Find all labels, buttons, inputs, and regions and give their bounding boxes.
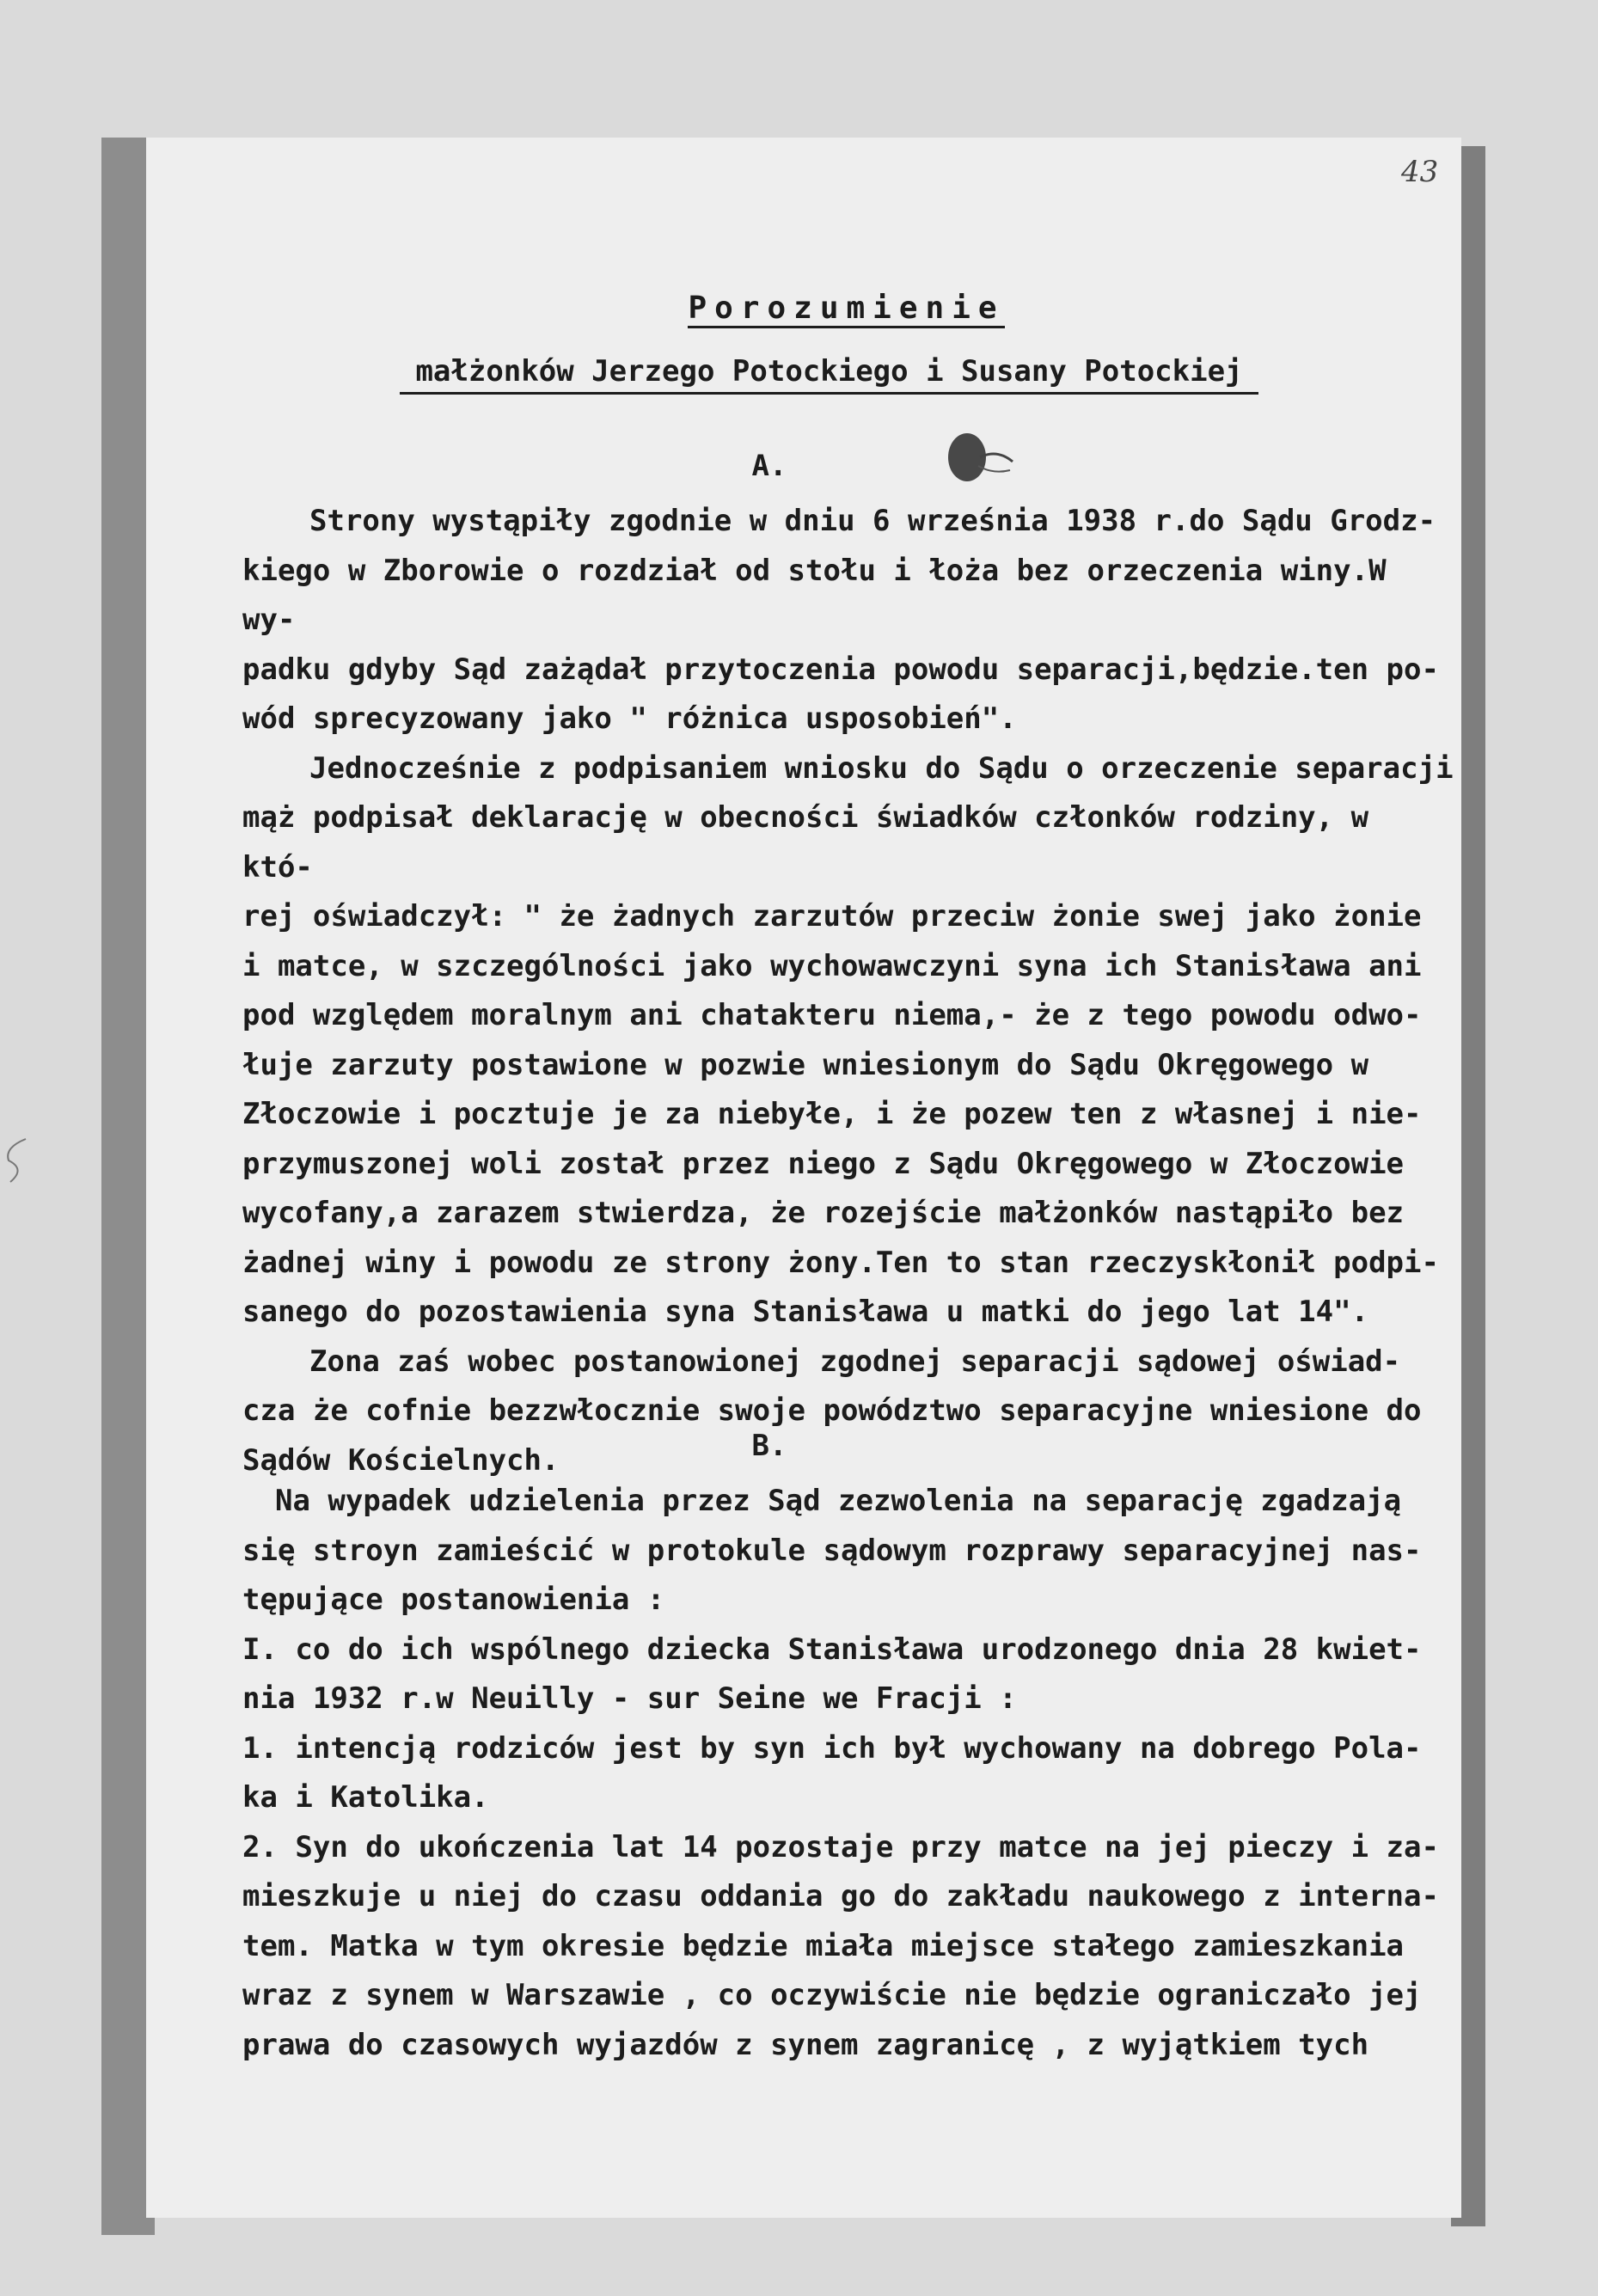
paragraph-line: 2. Syn do ukończenia lat 14 pozostaje przy matce na jej pieczy i za-: [242, 1829, 1439, 1864]
paragraph-line: sanego do pozostawienia syna Stanisława u matki do jego lat 14".: [242, 1295, 1369, 1329]
section-a-text: [242, 497, 1454, 1485]
paragraph-line: ka i Katolika.: [242, 1780, 489, 1815]
paragraph-line: kiego w Zborowie o rozdział od stołu i łoża bez orzeczenia winy.W wy-: [242, 553, 1405, 637]
document-title: [0, 291, 1598, 326]
paragraph-line: wraz z synem w Warszawie , co oczywiście nie będzie ograniczało jej: [242, 1978, 1422, 2012]
paragraph-line: padku gdyby Sąd zażądał przytoczenia powodu separacji,będzie.ten po-: [242, 652, 1439, 687]
document-subtitle-text: małżonków Jerzego Potockiego i Susany Potockiej: [400, 354, 1258, 395]
document-subtitle: [0, 354, 1598, 395]
paragraph-line: Jednocześnie z podpisaniem wniosku do Sądu o orzeczenie separacji: [309, 750, 1454, 786]
paragraph-line: Strony wystąpiły zgodnie w dniu 6 września 1938 r.do Sądu Grodz-: [309, 504, 1436, 538]
paragraph-line: pod względem moralnym ani chatakteru niema,- że z tego powodu odwo-: [242, 998, 1422, 1032]
paragraph-line: 1. intencją rodziców jest by syn ich był wychowany na dobrego Pola-: [242, 1730, 1422, 1766]
section-a-heading: A.: [751, 449, 787, 483]
margin-pencil-mark: [0, 1135, 34, 1186]
paragraph-line: tem. Matka w tym okresie będzie miała miejsce stałego zamieszkania: [242, 1928, 1405, 1963]
paragraph-line: żadnej winy i powodu ze strony żony.Ten to stan rzeczyskłonił podpi-: [242, 1245, 1439, 1280]
paragraph-line: Złoczowie i pocztuje je za niebyłe, i że pozew ten z własnej i nie-: [242, 1097, 1422, 1131]
paragraph-line: rej oświadczył: " że żadnych zarzutów przeciw żonie swej jako żonie: [242, 899, 1422, 934]
paragraph-line: I. co do ich wspólnego dziecka Stanisława urodzonego dnia 28 kwiet-: [242, 1632, 1422, 1667]
paragraph-line: wycofany,a zarazem stwierdza, że rozejście małżonków nastąpiło bez: [242, 1196, 1405, 1230]
paragraph-line: przymuszonej woli został przez niego z Sądu Okręgowego w Złoczowie: [242, 1146, 1405, 1181]
paragraph-line: Sądów Kościelnych.: [242, 1442, 560, 1478]
paragraph-line: łuje zarzuty postawione w pozwie wniesionym do Sądu Okręgowego w: [242, 1047, 1369, 1082]
paragraph-line: mąż podpisał deklarację w obecności świadków członków rodziny, w któ-: [242, 800, 1387, 885]
paragraph-line: wód sprecyzowany jako " różnica usposobień".: [242, 701, 1017, 736]
ink-stain: [937, 423, 1014, 492]
paragraph-line: mieszkuje u niej do czasu oddania go do zakładu naukowego z interna-: [242, 1879, 1439, 1913]
section-b-heading: B.: [751, 1429, 787, 1463]
paragraph-line: się stroyn zamieścić w protokule sądowym rozprawy separacyjnej nas-: [242, 1533, 1422, 1568]
paragraph-line: Na wypadek udzielenia przez Sąd zezwolenia na separację zgadzają: [275, 1484, 1402, 1518]
document-title-text: Porozumienie: [688, 291, 1004, 328]
section-b-text: [242, 1477, 1454, 2070]
paragraph-line: i matce, w szczególności jako wychowawczyni syna ich Stanisława ani: [242, 948, 1422, 983]
paragraph-line: prawa do czasowych wyjazdów z synem zagranicę , z wyjątkiem tych: [242, 2027, 1369, 2062]
page-number: 43: [1401, 155, 1439, 189]
paragraph-line: Zona zaś wobec postanowionej zgodnej separacji sądowej oświad-: [309, 1344, 1401, 1379]
paragraph-line: nia 1932 r.w Neuilly - sur Seine we Fracji :: [242, 1681, 1017, 1716]
paragraph-line: tępujące postanowienia :: [242, 1583, 665, 1617]
paragraph-line: cza że cofnie bezzwłocznie swoje powództwo separacyjne wniesione do: [242, 1393, 1422, 1428]
